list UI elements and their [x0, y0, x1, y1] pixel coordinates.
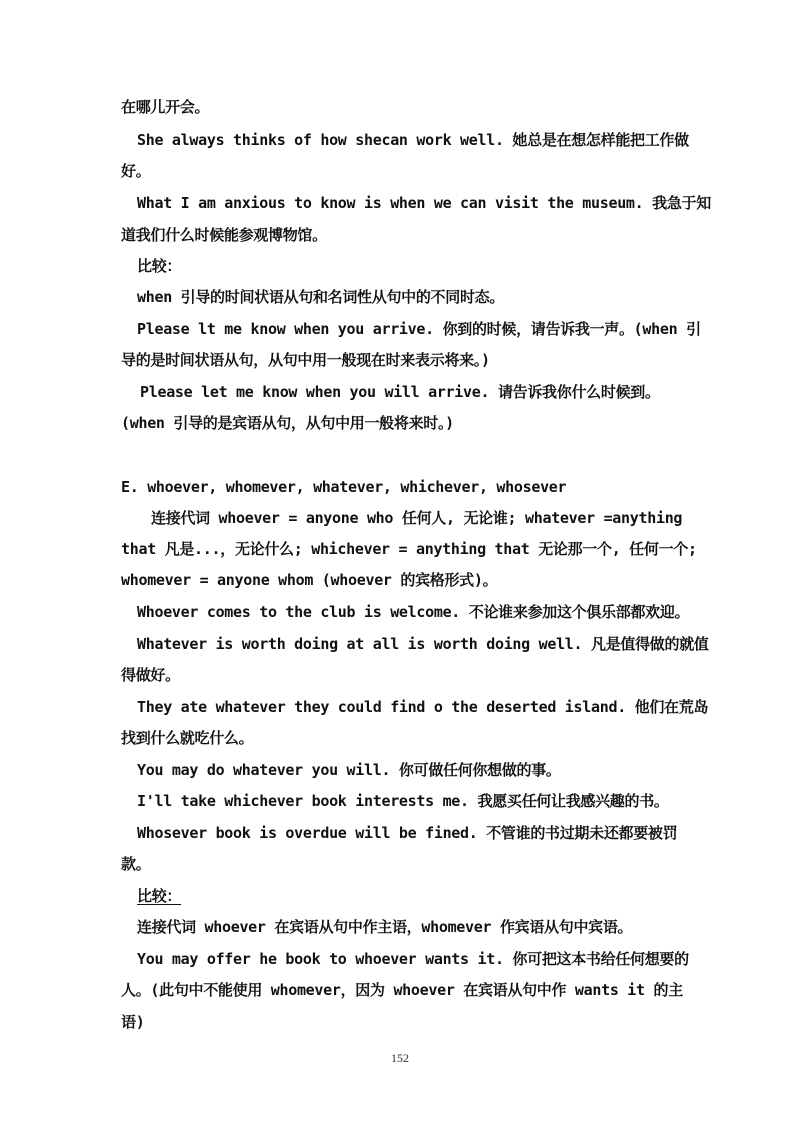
- text-line: Whosever book is overdue will be fined. 不管谁的书过期未还都要被罚: [137, 824, 678, 842]
- section-heading: E. whoever, whomever, whatever, whichever, whosever: [121, 478, 567, 496]
- text-line: She always thinks of how shecan work well. 她总是在想怎样能把工作做: [137, 131, 689, 149]
- text-line: Whoever comes to the club is welcome. 不论谁来参加这个俱乐部都欢迎。: [137, 603, 690, 621]
- text-line: What I am anxious to know is when we can visit the museum. 我急于知: [137, 194, 711, 212]
- text-line: You may offer he book to whoever wants it. 你可把这本书给任何想要的: [137, 950, 689, 968]
- text-line: 人。(此句中不能使用 whomever，因为 whoever 在宾语从句中作 wants it 的主: [121, 981, 683, 999]
- text-line: Please lt me know when you arrive. 你到的时候，请告诉我一声。(when 引: [137, 320, 701, 338]
- text-line: whomever = anyone whom (whoever 的宾格形式)。: [121, 571, 498, 589]
- text-line: Please let me know when you will arrive. 请告诉我你什么时候到。: [140, 383, 660, 401]
- text-line: I'll take whichever book interests me. 我愿买任何让我感兴趣的书。: [137, 792, 669, 810]
- comparison-heading: 比较：: [137, 887, 182, 905]
- text-line: (when 引导的是宾语从句，从句中用一般将来时。): [121, 414, 454, 432]
- text-line: 连接代词 whoever 在宾语从句中作主语，whomever 作宾语从句中宾语。: [137, 918, 633, 936]
- text-line: that 凡是...，无论什么; whichever = anything that 无论那一个, 任何一个;: [121, 540, 697, 558]
- comparison-heading: 比较：: [137, 257, 182, 275]
- text-line: 找到什么就吃什么。: [121, 729, 254, 747]
- text-line: 得做好。: [121, 666, 180, 684]
- text-line: Whatever is worth doing at all is worth doing well. 凡是值得做的就值: [137, 635, 709, 653]
- text-line: 连接代词 whoever = anyone who 任何人, 无论谁; whatever =anything: [151, 509, 683, 527]
- text-line: 款。: [121, 855, 151, 873]
- text-line: 好。: [121, 162, 151, 180]
- text-line: 语): [121, 1013, 145, 1031]
- text-line: 在哪儿开会。: [121, 98, 210, 116]
- page-number: 152: [391, 1051, 409, 1065]
- text-line: 导的是时间状语从句，从句中用一般现在时来表示将来。): [121, 351, 490, 369]
- text-line: You may do whatever you will. 你可做任何你想做的事。: [137, 761, 561, 779]
- text-line: 道我们什么时候能参观博物馆。: [121, 226, 327, 244]
- text-line: when 引导的时间状语从句和名词性从句中的不同时态。: [137, 288, 505, 306]
- text-line: They ate whatever they could find o the deserted island. 他们在荒岛: [137, 698, 709, 716]
